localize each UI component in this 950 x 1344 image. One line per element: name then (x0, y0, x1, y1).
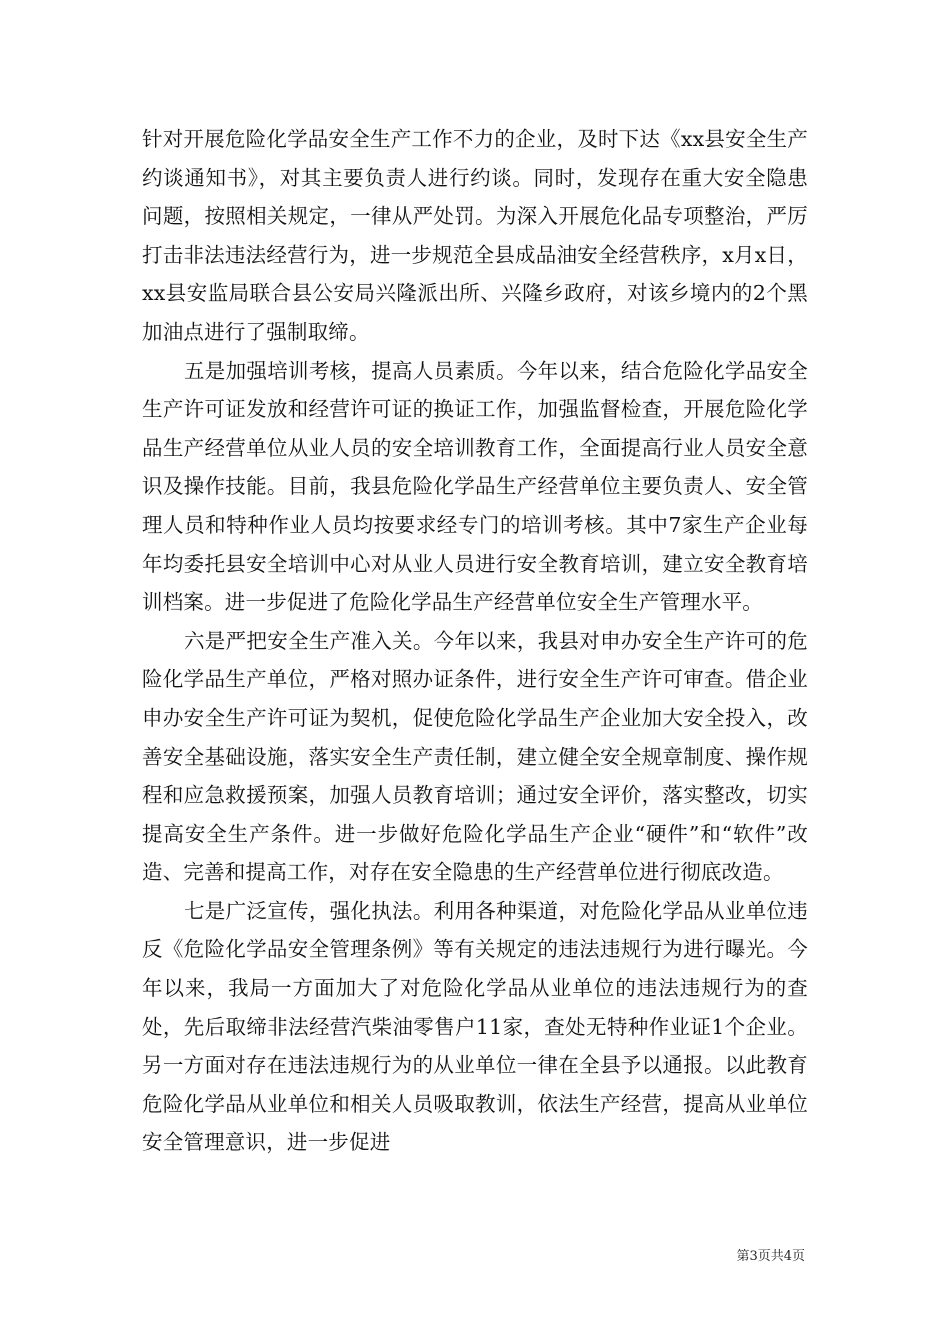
paragraph-training: 五是加强培训考核，提高人员素质。今年以来，结合危险化学品安全生产许可证发放和经营许可证的换证工作，加强监督检查，开展危险化学品生产经营单位从业人员的安全培训教育工作，全面提高行业人员安全意识及操作技能。目前，我县危险化学品生产经营单位主要负责人、安全管理人员和特种作业人员均按要求经专门的培训考核。其中7家生产企业每年均委托县安全培训中心对从业人员进行安全教育培训，建立安全教育培训档案。进一步促进了危险化学品生产经营单位安全生产管理水平。 (142, 358, 808, 615)
document-body (142, 120, 808, 1162)
paragraph-access-control: 六是严把安全生产准入关。今年以来，我县对申办安全生产许可的危险化学品生产单位，严格对照办证条件，进行安全生产许可审查。借企业申办安全生产许可证为契机，促使危险化学品生产企业加大安全投入，改善安全基础设施，落实安全生产责任制，建立健全安全规章制度、操作规程和应急救援预案，加强人员教育培训；通过安全评价，落实整改，切实提高安全生产条件。进一步做好危险化学品生产企业“硬件”和“软件”改造、完善和提高工作，对存在安全隐患的生产经营单位进行彻底改造。 (142, 628, 808, 885)
paragraph-enforcement: 七是广泛宣传，强化执法。利用各种渠道，对危险化学品从业单位违反《危险化学品安全管理条例》等有关规定的违法违规行为进行曝光。今年以来，我局一方面加大了对危险化学品从业单位的违法违规行为的查处，先后取缔非法经营汽柴油零售户11家，查处无特种作业证1个企业。另一方面对存在违法违规行为的从业单位一律在全县予以通报。以此教育危险化学品从业单位和相关人员吸取教训，依法生产经营，提高从业单位安全管理意识，进一步促进 (142, 898, 808, 1155)
page-number: 第3页共4页 (736, 1249, 805, 1264)
paragraph-continuation: 针对开展危险化学品安全生产工作不力的企业，及时下达《xx县安全生产约谈通知书》，对其主要负责人进行约谈。同时，发现存在重大安全隐患问题，按照相关规定，一律从严处罚。为深入开展危化品专项整治，严厉打击非法违法经营行为，进一步规范全县成品油安全经营秩序，x月x日，xx县安监局联合县公安局兴隆派出所、兴隆乡政府，对该乡境内的2个黑加油点进行了强制取缔。 (142, 127, 808, 344)
